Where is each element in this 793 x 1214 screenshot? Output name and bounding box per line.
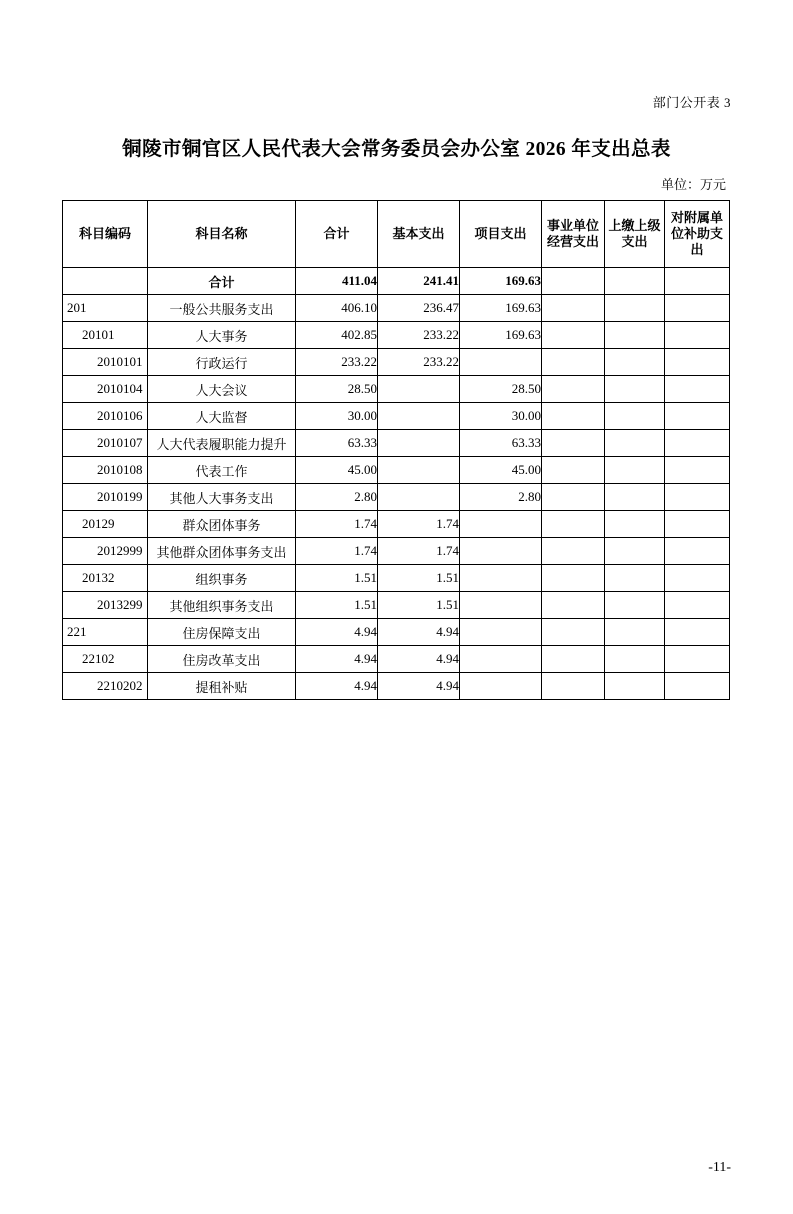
- cell-total: 4.94: [296, 673, 378, 700]
- column-header-code: 科目编码: [63, 201, 148, 268]
- column-header-project: 项目支出: [460, 201, 542, 268]
- cell-project: 28.50: [460, 376, 542, 403]
- cell-subsidy: [665, 322, 730, 349]
- cell-basic: 233.22: [378, 349, 460, 376]
- table-row: [63, 565, 730, 592]
- cell-subsidy: [665, 673, 730, 700]
- cell-project: 2.80: [460, 484, 542, 511]
- cell-upper: [605, 430, 665, 457]
- cell-basic: 4.94: [378, 619, 460, 646]
- cell-basic: 241.41: [378, 268, 460, 295]
- cell-basic: [378, 403, 460, 430]
- cell-basic: [378, 484, 460, 511]
- cell-code: 20132: [63, 565, 148, 592]
- cell-name: 一般公共服务支出: [148, 295, 296, 322]
- table-row: [63, 295, 730, 322]
- cell-upper: [605, 538, 665, 565]
- cell-total: 411.04: [296, 268, 378, 295]
- cell-operating: [542, 538, 605, 565]
- cell-subsidy: [665, 538, 730, 565]
- cell-operating: [542, 619, 605, 646]
- cell-name: 人大会议: [148, 376, 296, 403]
- cell-project: 45.00: [460, 457, 542, 484]
- cell-operating: [542, 673, 605, 700]
- table-body: [63, 268, 730, 700]
- cell-basic: 4.94: [378, 673, 460, 700]
- cell-code: 2012999: [63, 538, 148, 565]
- cell-operating: [542, 268, 605, 295]
- cell-operating: [542, 376, 605, 403]
- cell-total: 1.51: [296, 565, 378, 592]
- cell-project: [460, 565, 542, 592]
- cell-code: 20129: [63, 511, 148, 538]
- unit-note: 单位：万元: [660, 177, 726, 192]
- table-row: [63, 430, 730, 457]
- cell-operating: [542, 322, 605, 349]
- cell-upper: [605, 457, 665, 484]
- cell-code: 2010101: [63, 349, 148, 376]
- column-header-name: 科目名称: [148, 201, 296, 268]
- cell-code: 22102: [63, 646, 148, 673]
- public-table-label: 部门公开表 3: [652, 95, 731, 110]
- cell-operating: [542, 565, 605, 592]
- cell-operating: [542, 349, 605, 376]
- cell-basic: 1.51: [378, 565, 460, 592]
- cell-subsidy: [665, 430, 730, 457]
- cell-total: 406.10: [296, 295, 378, 322]
- cell-basic: [378, 376, 460, 403]
- cell-project: 169.63: [460, 295, 542, 322]
- cell-basic: 4.94: [378, 646, 460, 673]
- cell-name: 其他组织事务支出: [148, 592, 296, 619]
- cell-name: 其他群众团体事务支出: [148, 538, 296, 565]
- cell-subsidy: [665, 295, 730, 322]
- document-page: [0, 92, 793, 1214]
- cell-basic: 236.47: [378, 295, 460, 322]
- table-row: [63, 511, 730, 538]
- cell-project: [460, 349, 542, 376]
- cell-basic: 1.51: [378, 592, 460, 619]
- table-row: [63, 268, 730, 295]
- cell-basic: [378, 457, 460, 484]
- cell-upper: [605, 268, 665, 295]
- cell-project: [460, 673, 542, 700]
- cell-subsidy: [665, 565, 730, 592]
- cell-project: [460, 592, 542, 619]
- cell-code: 2013299: [63, 592, 148, 619]
- cell-upper: [605, 403, 665, 430]
- cell-name: 提租补贴: [148, 673, 296, 700]
- cell-name: 合计: [148, 268, 296, 295]
- cell-name: 人大监督: [148, 403, 296, 430]
- cell-subsidy: [665, 484, 730, 511]
- cell-operating: [542, 403, 605, 430]
- cell-total: 4.94: [296, 619, 378, 646]
- column-header-total: 合计: [296, 201, 378, 268]
- cell-total: 2.80: [296, 484, 378, 511]
- table-row: [63, 673, 730, 700]
- cell-subsidy: [665, 376, 730, 403]
- cell-upper: [605, 322, 665, 349]
- cell-upper: [605, 376, 665, 403]
- cell-code: 2010107: [63, 430, 148, 457]
- cell-name: 行政运行: [148, 349, 296, 376]
- cell-project: 169.63: [460, 322, 542, 349]
- cell-name: 住房保障支出: [148, 619, 296, 646]
- cell-basic: 1.74: [378, 538, 460, 565]
- cell-subsidy: [665, 511, 730, 538]
- cell-upper: [605, 592, 665, 619]
- cell-total: 1.51: [296, 592, 378, 619]
- page-number: -11-: [708, 1160, 731, 1175]
- column-header-operating: 事业单位经营支出: [542, 201, 605, 268]
- cell-name: 组织事务: [148, 565, 296, 592]
- cell-upper: [605, 646, 665, 673]
- cell-project: [460, 619, 542, 646]
- cell-code: 2010108: [63, 457, 148, 484]
- table-row: [63, 403, 730, 430]
- cell-project: [460, 538, 542, 565]
- cell-name: 人大代表履职能力提升: [148, 430, 296, 457]
- cell-code: 201: [63, 295, 148, 322]
- table-row: [63, 349, 730, 376]
- page-title: 铜陵市铜官区人民代表大会常务委员会办公室 2026 年支出总表: [122, 139, 671, 160]
- cell-name: 群众团体事务: [148, 511, 296, 538]
- cell-operating: [542, 592, 605, 619]
- cell-name: 住房改革支出: [148, 646, 296, 673]
- cell-operating: [542, 457, 605, 484]
- cell-total: 1.74: [296, 538, 378, 565]
- table-row: [63, 646, 730, 673]
- column-header-subsidy: 对附属单位补助支出: [665, 201, 730, 268]
- cell-name: 人大事务: [148, 322, 296, 349]
- cell-total: 63.33: [296, 430, 378, 457]
- cell-project: 169.63: [460, 268, 542, 295]
- cell-operating: [542, 430, 605, 457]
- column-header-upper: 上缴上级支出: [605, 201, 665, 268]
- cell-upper: [605, 619, 665, 646]
- table-row: [63, 457, 730, 484]
- cell-upper: [605, 484, 665, 511]
- cell-code: 2010104: [63, 376, 148, 403]
- cell-operating: [542, 511, 605, 538]
- cell-subsidy: [665, 457, 730, 484]
- cell-code: 2210202: [63, 673, 148, 700]
- cell-operating: [542, 646, 605, 673]
- cell-subsidy: [665, 646, 730, 673]
- column-header-basic: 基本支出: [378, 201, 460, 268]
- cell-total: 4.94: [296, 646, 378, 673]
- cell-code: [63, 268, 148, 295]
- cell-name: 其他人大事务支出: [148, 484, 296, 511]
- table-row: [63, 322, 730, 349]
- cell-upper: [605, 565, 665, 592]
- cell-project: [460, 646, 542, 673]
- cell-total: 402.85: [296, 322, 378, 349]
- cell-project: [460, 511, 542, 538]
- cell-code: 2010199: [63, 484, 148, 511]
- cell-subsidy: [665, 619, 730, 646]
- cell-total: 28.50: [296, 376, 378, 403]
- cell-project: 30.00: [460, 403, 542, 430]
- cell-total: 1.74: [296, 511, 378, 538]
- cell-code: 2010106: [63, 403, 148, 430]
- cell-basic: [378, 430, 460, 457]
- cell-subsidy: [665, 268, 730, 295]
- cell-code: 20101: [63, 322, 148, 349]
- table-row: [63, 376, 730, 403]
- cell-total: 30.00: [296, 403, 378, 430]
- table-row: [63, 592, 730, 619]
- cell-operating: [542, 295, 605, 322]
- cell-upper: [605, 673, 665, 700]
- cell-subsidy: [665, 349, 730, 376]
- cell-basic: 1.74: [378, 511, 460, 538]
- cell-subsidy: [665, 403, 730, 430]
- cell-project: 63.33: [460, 430, 542, 457]
- cell-code: 221: [63, 619, 148, 646]
- table-header-row: [63, 201, 730, 268]
- cell-total: 233.22: [296, 349, 378, 376]
- cell-subsidy: [665, 592, 730, 619]
- expenditure-table: [62, 200, 730, 700]
- cell-total: 45.00: [296, 457, 378, 484]
- table-row: [63, 538, 730, 565]
- cell-upper: [605, 295, 665, 322]
- cell-basic: 233.22: [378, 322, 460, 349]
- table-row: [63, 619, 730, 646]
- cell-operating: [542, 484, 605, 511]
- cell-upper: [605, 511, 665, 538]
- cell-name: 代表工作: [148, 457, 296, 484]
- cell-upper: [605, 349, 665, 376]
- table-row: [63, 484, 730, 511]
